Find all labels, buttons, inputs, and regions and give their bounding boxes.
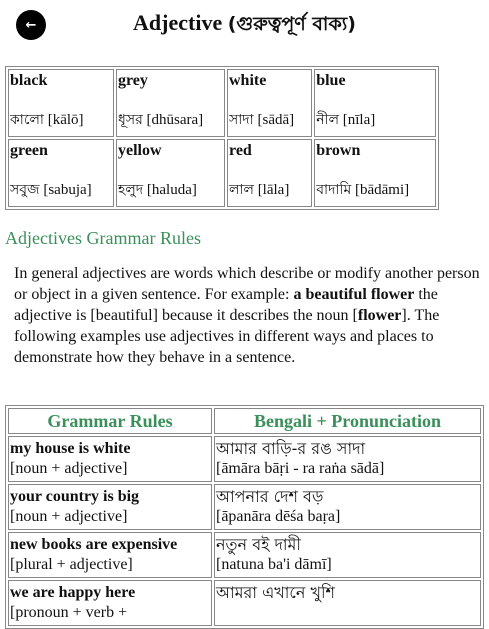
colors-row [8,139,436,207]
color-cell-grey [116,69,225,137]
color-bn: ধূসর [117,112,143,128]
color-cell-yellow [116,139,225,207]
color-bn: নীল [316,112,339,128]
color-translit: [lāla] [257,182,290,198]
color-cell-red [227,139,312,207]
color-en: grey [117,72,148,89]
intro-text: ]. The following examples use adjectives in different ways and places to demonstrate how they behave in a sentence. [14,307,440,366]
color-cell-black [8,69,114,137]
color-cell-green [8,139,114,207]
page-title-en: Adjective [133,10,223,35]
rule-cell [8,580,212,626]
rule-example: we are happy here [10,584,136,601]
color-translit: [sādā] [257,112,295,128]
rule-pattern: [plural + adjective] [10,556,133,573]
bengali-sentence: আমরা এখানে খুশি [216,583,336,602]
color-bn: বাদামি [316,182,352,198]
bengali-cell [214,436,481,482]
color-en: green [10,142,48,159]
pronunciation: [natuna ba'i dāmī] [216,556,332,573]
table-row [8,532,481,578]
rule-pattern: [noun + adjective] [10,460,128,477]
color-bn: লাল [229,182,254,198]
colors-table [5,66,439,210]
bengali-sentence: আপনার দেশ বড় [216,487,324,506]
table-row [8,436,481,482]
rule-example: your country is big [10,488,140,505]
rule-example: new books are expensive [10,536,178,553]
rule-pattern: [pronoun + verb + [10,604,128,621]
color-cell-white [227,69,312,137]
color-translit: [haluda] [146,182,197,198]
grammar-rules-table [5,405,484,629]
color-cell-blue [314,69,436,137]
table-row [8,484,481,530]
colors-row [8,69,436,137]
pronunciation: [āpanāra dēśa baṛa] [216,508,341,525]
page-title [0,10,489,42]
bengali-cell [214,580,481,626]
rule-cell [8,532,212,578]
color-bn: হলুদ [117,182,144,198]
color-en: yellow [117,142,162,159]
intro-noun: flower [357,307,402,324]
rule-example: my house is white [10,440,131,457]
color-en: blue [316,72,346,89]
rule-pattern: [noun + adjective] [10,508,128,525]
bengali-cell [214,532,481,578]
color-en: red [229,142,252,159]
color-translit: [sabuja] [43,182,92,198]
color-translit: [kālō] [47,112,84,128]
rule-cell [8,484,212,530]
pronunciation: [āmāra bāṛi - ra raṅa sādā] [216,460,385,477]
bengali-sentence: আমার বাড়ি-র রঙ সাদা [216,439,366,458]
color-en: brown [316,142,361,159]
color-en: black [10,72,48,89]
color-bn: সবুজ [10,182,40,198]
color-translit: [dhūsara] [146,112,204,128]
bengali-sentence: নতুন বই দামী [216,535,302,554]
section-title: Adjectives Grammar Rules [5,228,201,248]
rule-cell [8,436,212,482]
color-bn: সাদা [229,112,254,128]
color-translit: [nīla] [342,112,376,128]
table-row [8,580,481,626]
header-bengali-pronunciation: Bengali + Pronunciation [214,408,481,434]
page-title-bn: (গুরুত্বপূর্ণ বাক্য) [227,13,356,35]
color-en: white [229,72,267,89]
intro-text: the adjective is [beautiful] because it describes the noun [ [14,286,438,324]
intro-paragraph [14,263,480,368]
header-grammar-rules: Grammar Rules [8,408,212,434]
intro-text: In general adjectives are words which describe or modify another person or object in a given sentence. For example: [14,265,480,303]
table-header-row [8,408,481,434]
color-cell-brown [314,139,436,207]
color-translit: [bādāmi] [355,182,410,198]
intro-example: a beautiful flower [293,286,415,303]
back-arrow-icon: ← [25,17,37,33]
bengali-cell [214,484,481,530]
color-bn: কালো [10,112,44,128]
